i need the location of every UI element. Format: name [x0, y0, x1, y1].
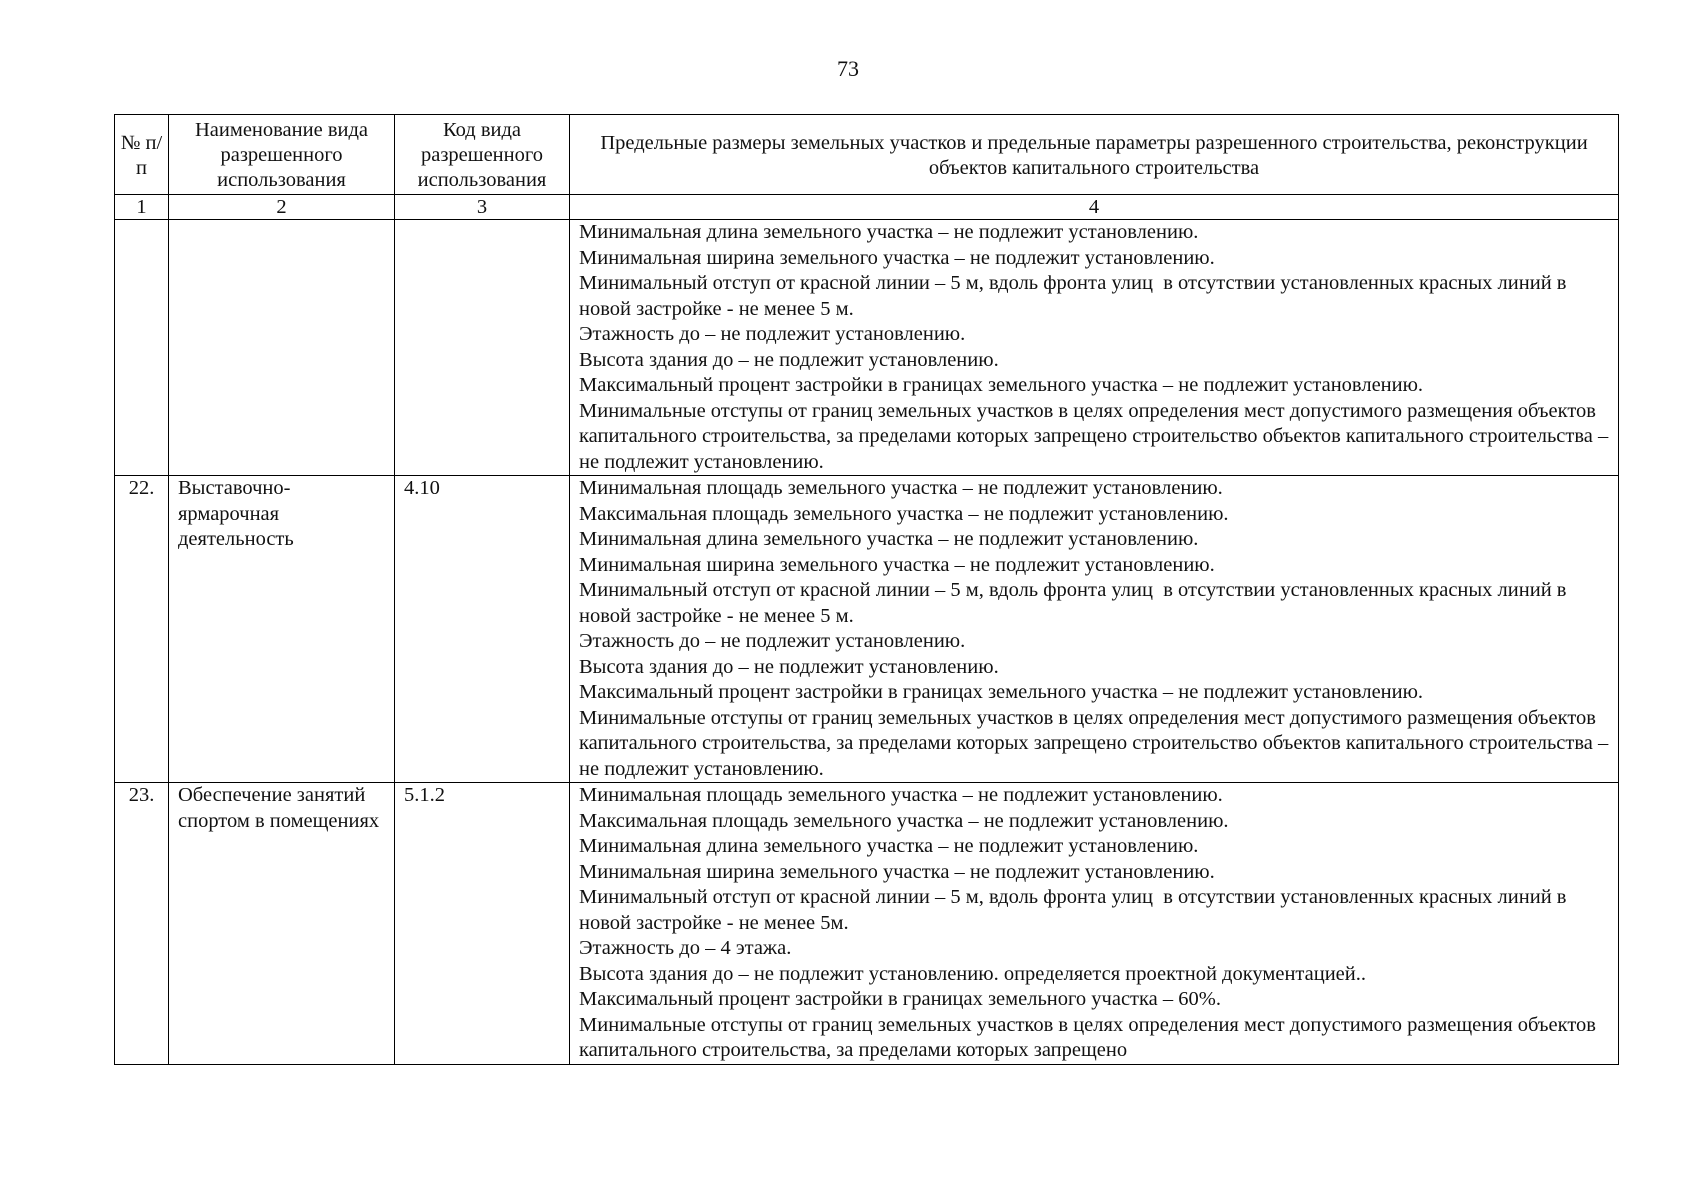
- parameter-line: Этажность до – не подлежит установлению.: [579, 630, 966, 652]
- parameter-line: Минимальная площадь земельного участка – не подлежит установлению.: [579, 477, 1223, 499]
- table-row: [115, 220, 1619, 476]
- header-use-name: Наименование вида разрешенного использования: [169, 115, 395, 195]
- use-name: Обеспечение занятий спортом в помещениях: [169, 783, 395, 1065]
- header-parameters: Предельные размеры земельных участков и предельные параметры разрешенного строительства, реконструкции объектов капитального строительства: [570, 115, 1619, 195]
- column-numbers-row: [115, 195, 1619, 220]
- table-header-row: [115, 115, 1619, 195]
- parameter-line: Этажность до – не подлежит установлению.: [579, 323, 966, 345]
- parameter-line: Минимальный отступ от красной линии – 5 м, вдоль фронта улиц в отсутствии установленных красных линий в новой застройке - не менее 5м.: [579, 886, 1572, 934]
- parameters-cell: [570, 783, 1619, 1065]
- header-use-code: Код вида разрешенного использования: [395, 115, 570, 195]
- parameter-line: Максимальная площадь земельного участка – не подлежит установлению.: [579, 502, 1229, 525]
- row-number: 22.: [115, 476, 169, 783]
- parameter-line: Минимальный отступ от красной линии – 5 м, вдоль фронта улиц в отсутствии установленных красных линий в новой застройке - не менее 5 м.: [579, 579, 1572, 627]
- parameter-line: Минимальная длина земельного участка – не подлежит установлению.: [579, 528, 1199, 550]
- table-row: [115, 476, 1619, 783]
- parameters-cell: [570, 476, 1619, 783]
- column-number: 2: [169, 195, 395, 220]
- parameter-line: Максимальный процент застройки в границах земельного участка – 60%.: [579, 988, 1221, 1010]
- parameter-line: Этажность до – 4 этажа.: [579, 937, 792, 959]
- use-code: [395, 220, 570, 476]
- parameter-line: Высота здания до – не подлежит установлению.: [579, 655, 999, 678]
- column-number: 1: [115, 195, 169, 220]
- parameter-line: Минимальная ширина земельного участка – не подлежит установлению.: [579, 553, 1215, 576]
- parameter-line: Минимальная длина земельного участка – не подлежит установлению.: [579, 835, 1199, 857]
- parameter-line: Минимальная ширина земельного участка – не подлежит установлению.: [579, 860, 1215, 883]
- parameter-line: Минимальная площадь земельного участка – не подлежит установлению.: [579, 784, 1223, 806]
- use-name: [169, 220, 395, 476]
- row-number: [115, 220, 169, 476]
- parameter-line: Высота здания до – не подлежит установлению. определяется проектной документацией..: [579, 962, 1366, 985]
- parameter-line: Минимальные отступы от границ земельных участков в целях определения мест допустимого размещения объектов капитального строительства, за пределами которых запрещено строительство объектов капитального строительства – не подлежит установлению.: [579, 706, 1614, 780]
- page-number: 73: [837, 56, 859, 81]
- parameter-line: Минимальный отступ от красной линии – 5 м, вдоль фронта улиц в отсутствии установленных красных линий в новой застройке - не менее 5 м.: [579, 272, 1572, 320]
- parameter-line: Минимальные отступы от границ земельных участков в целях определения мест допустимого размещения объектов капитального строительства, за пределами которых запрещено строительство объектов капитального строительства – не подлежит установлению.: [579, 399, 1614, 473]
- parameters-cell: [570, 220, 1619, 476]
- parameter-line: Максимальный процент застройки в границах земельного участка – не подлежит установлению.: [579, 374, 1424, 396]
- use-code: 4.10: [395, 476, 570, 783]
- parameter-line: Максимальная площадь земельного участка – не подлежит установлению.: [579, 809, 1229, 832]
- parameter-line: Минимальная длина земельного участка – не подлежит установлению.: [579, 221, 1199, 243]
- use-name: Выставочно-ярмарочная деятельность: [169, 476, 395, 783]
- use-code: 5.1.2: [395, 783, 570, 1065]
- table-row: [115, 783, 1619, 1065]
- parameter-line: Минимальные отступы от границ земельных участков в целях определения мест допустимого размещения объектов капитального строительства, за пределами которых запрещено: [579, 1013, 1602, 1061]
- row-number: 23.: [115, 783, 169, 1065]
- parameter-line: Минимальная ширина земельного участка – не подлежит установлению.: [579, 246, 1215, 269]
- regulations-table: [114, 114, 1619, 1065]
- header-number: № п/п: [115, 115, 169, 195]
- parameter-line: Высота здания до – не подлежит установлению.: [579, 348, 999, 371]
- column-number: 3: [395, 195, 570, 220]
- parameter-line: Максимальный процент застройки в границах земельного участка – не подлежит установлению.: [579, 681, 1424, 703]
- column-number: 4: [570, 195, 1619, 220]
